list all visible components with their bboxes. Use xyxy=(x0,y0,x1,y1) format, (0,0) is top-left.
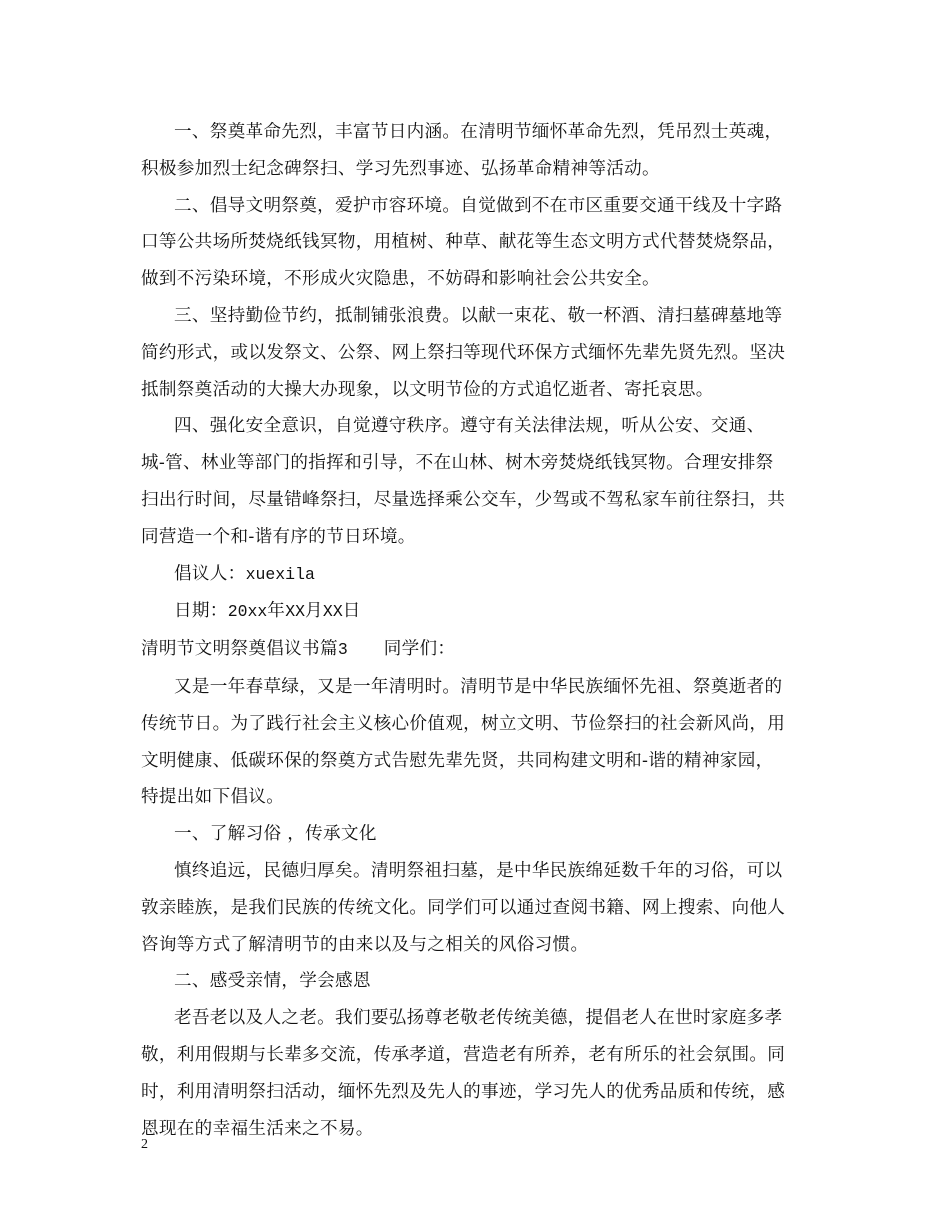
proposer-label: 倡议人： xyxy=(174,563,246,584)
date-day-unit: 日 xyxy=(342,601,361,622)
paragraph-line: 简约形式，或以发祭文、公祭、网上祭扫等现代环保方式缅怀先辈先贤先烈。坚决 xyxy=(141,342,786,363)
paragraph-line: 三、坚持勤俭节约，抵制铺张浪费。以献一束花、敬一杯酒、清扫墓碑墓地等 xyxy=(174,305,783,326)
salutation: 同学们： xyxy=(383,639,456,660)
date-line xyxy=(141,593,821,631)
date-year-unit: 年 xyxy=(267,601,286,622)
date-year: 20xx xyxy=(227,602,268,622)
paragraph-line: 同营造一个和-谐有序的节日环境。 xyxy=(141,526,416,547)
paragraph-line: 咨询等方式了解清明节的由来以及与之相关的风俗习惯。 xyxy=(141,934,589,955)
paragraph-line: 老吾老以及人之老。我们要弘扬尊老敬老传统美德，提倡老人在世时家庭多孝 xyxy=(174,1008,783,1029)
date-month: XX xyxy=(285,602,306,622)
paragraph-line: 又是一年春草绿，又是一年清明时。清明节是中华民族缅怀先祖、祭奠逝者的 xyxy=(174,676,783,697)
paragraph-line: 扫出行时间，尽量错峰祭扫，尽量选择乘公交车，少驾或不驾私家车前往祭扫，共 xyxy=(141,489,786,510)
date-day: XX xyxy=(322,602,343,622)
paragraph-line: 传统节日。为了践行社会主义核心价值观，树立文明、节俭祭扫的社会新风尚，用 xyxy=(141,713,786,734)
paragraph-line: 城-管、林业等部门的指挥和引导，不在山林、树木旁焚烧纸钱冥物。合理安排祭 xyxy=(141,453,774,474)
paragraph-line: 一、祭奠革命先烈，丰富节日内涵。在清明节缅怀革命先烈，凭吊烈士英魂， xyxy=(174,122,783,142)
paragraph-line: 口等公共场所焚烧纸钱冥物，用植树、种草、献花等生态文明方式代替焚烧祭品， xyxy=(141,232,786,253)
proposer-name: xuexila xyxy=(245,564,315,584)
paragraph-line: 积极参加烈士纪念碑祭扫、学习先烈事迹、弘扬革命精神等活动。 xyxy=(141,158,660,179)
document-body xyxy=(141,114,821,1147)
date-month-unit: 月 xyxy=(305,601,323,622)
paragraph-line: 二、倡导文明祭奠，爱护市容环境。自觉做到不在市区重要交通干线及十字路 xyxy=(174,195,783,216)
subheading-line: 二、感受亲情，学会感恩 xyxy=(174,971,371,992)
proposer-line xyxy=(141,556,821,594)
paragraph-line: 特提出如下倡议。 xyxy=(141,787,285,808)
subheading-line: 一、了解习俗 ，传承文化 xyxy=(174,824,377,845)
paragraph-line: 文明健康、低碳环保的祭奠方式告慰先辈先贤，共同构建文明和-谐的精神家园， xyxy=(141,750,774,771)
section-title: 清明节文明祭奠倡议书篇 xyxy=(141,639,338,660)
date-label: 日期： xyxy=(174,601,228,622)
paragraph-line: 时，利用清明祭扫活动，缅怀先烈及先人的事迹，学习先人的优秀品质和传统，感 xyxy=(141,1081,786,1102)
section-number: 3 xyxy=(337,640,348,660)
paragraph-line: 慎终追远，民德归厚矣。清明祭祖扫墓，是中华民族绵延数千年的习俗，可以 xyxy=(174,860,783,881)
paragraph-line: 敦亲睦族，是我们民族的传统文化。同学们可以通过查阅书籍、网上搜索、向他人 xyxy=(141,897,786,918)
section-heading-line xyxy=(141,631,821,669)
paragraph-line: 抵制祭奠活动的大操大办现象，以文明节俭的方式追忆逝者、寄托哀思。 xyxy=(141,379,714,400)
paragraph-line: 做到不污染环境，不形成火灾隐患，不妨碍和影响社会公共安全。 xyxy=(141,269,660,290)
paragraph-line: 四、强化安全意识，自觉遵守秩序。遵守有关法律法规，听从公安、交通、 xyxy=(174,416,765,437)
paragraph-line: 恩现在的幸福生活来之不易。 xyxy=(141,1118,374,1139)
page-number: 2 xyxy=(141,1137,148,1152)
paragraph-line: 敬，利用假期与长辈多交流，传承孝道，营造老有所养，老有所乐的社会氛围。同 xyxy=(141,1044,786,1065)
